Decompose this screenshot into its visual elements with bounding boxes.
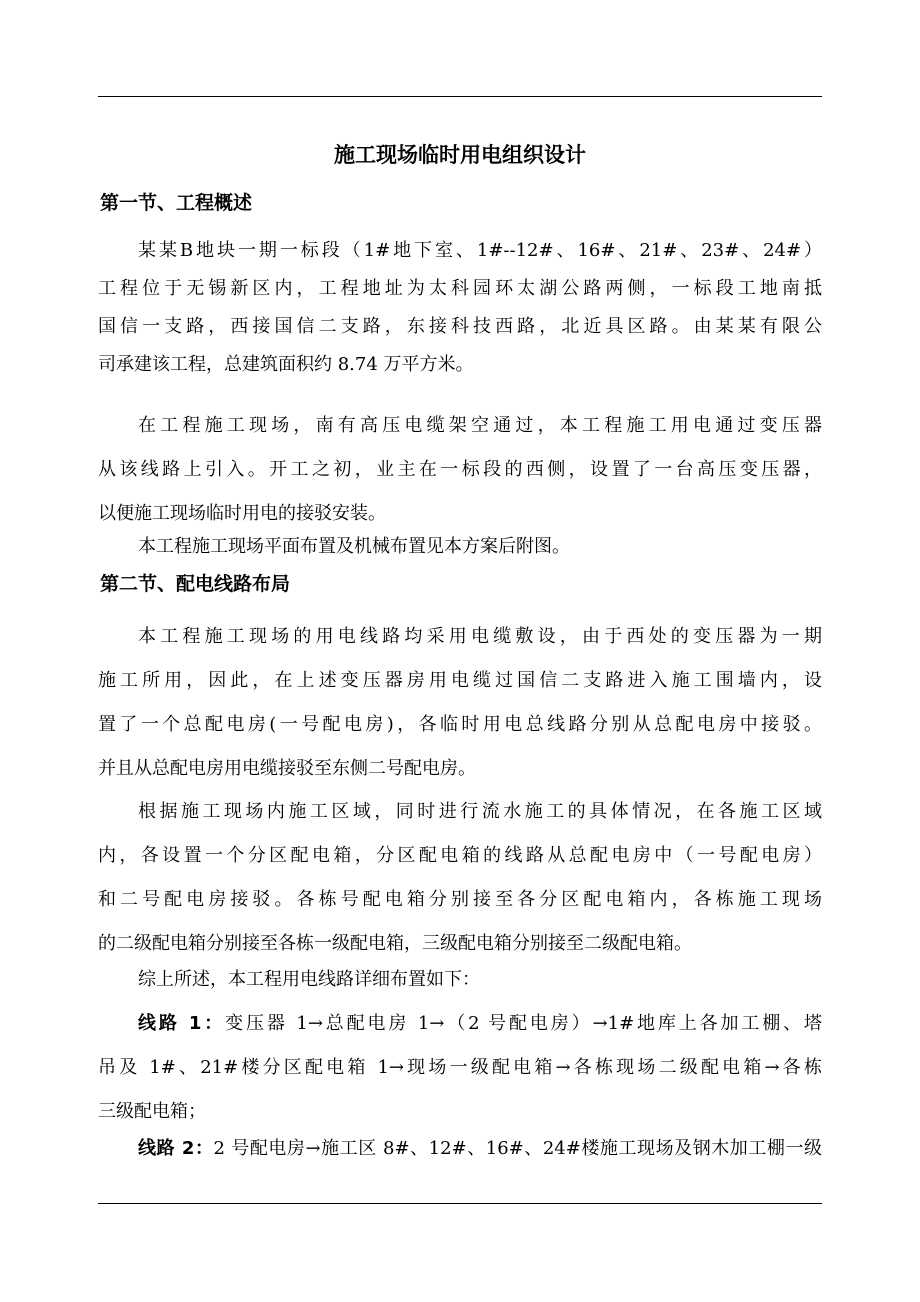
- text-line: [98, 1130, 822, 1168]
- footer-rule: [98, 1203, 822, 1204]
- text-line: 从该线路上引入。开工之初，业主在一标段的西侧，设置了一台高压变压器，: [98, 459, 822, 480]
- section-heading-wiring-layout: 第二节、配电线路布局: [100, 573, 291, 595]
- route-label: 线路 1：: [138, 1013, 226, 1034]
- text-line: 综上所述，本工程用电线路详细布置如下：: [138, 969, 480, 990]
- paragraph-site-layout: [98, 528, 822, 566]
- text-line: 根据施工现场内施工区域，同时进行流水施工的具体情况，在各施工区域: [138, 801, 822, 822]
- route-label: 线路 2：: [138, 1138, 214, 1159]
- text-line: 三级配电箱；: [98, 1101, 206, 1122]
- text-line: 司承建该工程，总建筑面积约 8.74 万平方米。: [98, 354, 474, 375]
- header-rule: [98, 96, 822, 97]
- text-line: 某某B地块一期一标段（1#地下室、1#--12#、16#、21#、23#、24#）: [138, 240, 822, 261]
- text-line: 国信一支路，西接国信二支路，东接科技西路，北近具区路。由某某有限公: [98, 316, 822, 337]
- paragraph-route-2: [98, 1130, 822, 1168]
- text-line: 吊及 1#、21#楼分区配电箱 1→现场一级配电箱→各栋现场二级配电箱→各栋: [98, 1057, 822, 1078]
- paragraph-summary: [98, 961, 822, 999]
- route-text: 变压器 1→总配电房 1→（2 号配电房）→1#地库上各加工棚、塔: [225, 1013, 822, 1034]
- text-line: 和二号配电房接驳。各栋号配电箱分别接至各分区配电箱内，各栋施工现场: [98, 889, 822, 910]
- text-line: [98, 1002, 822, 1046]
- text-line: 并且从总配电房用电缆接驳至东侧二号配电房。: [98, 758, 476, 779]
- paragraph-power-source: [98, 404, 822, 536]
- route-text: 2 号配电房→施工区 8#、12#、16#、24#楼施工现场及钢木加工棚一级: [213, 1138, 822, 1159]
- paragraph-route-1: [98, 1002, 822, 1134]
- text-line: 以便施工现场临时用电的接驳安装。: [98, 503, 386, 524]
- text-line: 内，各设置一个分区配电箱，分区配电箱的线路从总配电房中（一号配电房）: [98, 845, 822, 866]
- text-line: 本工程施工现场平面布置及机械布置见本方案后附图。: [138, 536, 570, 557]
- paragraph-distribution-boxes: [98, 790, 822, 966]
- section-heading-overview: 第一节、工程概述: [100, 192, 253, 214]
- document-title: 施工现场临时用电组织设计: [334, 143, 586, 167]
- paragraph-cable-laying: [98, 615, 822, 791]
- text-line: 施工所用，因此，在上述变压器房用电缆过国信二支路进入施工围墙内，设: [98, 670, 822, 691]
- text-line: 在工程施工现场，南有高压电缆架空通过，本工程施工用电通过变压器: [138, 415, 822, 436]
- paragraph-project-location: [98, 232, 822, 384]
- text-line: 置了一个总配电房(一号配电房)，各临时用电总线路分别从总配电房中接驳。: [98, 714, 822, 735]
- text-line: 的二级配电箱分别接至各栋一级配电箱，三级配电箱分别接至二级配电箱。: [98, 933, 692, 954]
- text-line: 本工程施工现场的用电线路均采用电缆敷设，由于西处的变压器为一期: [138, 626, 822, 647]
- text-line: 工程位于无锡新区内，工程地址为太科园环太湖公路两侧，一标段工地南抵: [98, 278, 822, 299]
